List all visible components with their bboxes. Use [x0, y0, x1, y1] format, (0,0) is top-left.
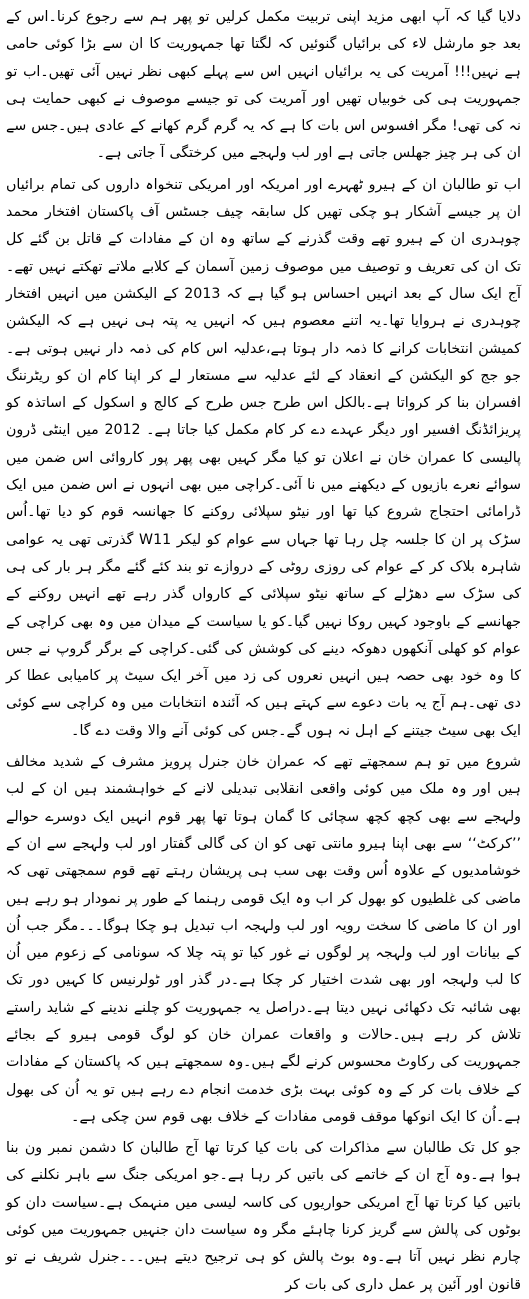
- article-paragraph-3: شروع میں تو ہم سمجھتے تھے کہ عمران خان جنرل پرویز مشرف کے شدید مخالف ہیں اور وہ ملک میں کوئی واقعی انقلابی تبدیلی لانے کے خواہشمند ہیں ان کے لب ولہجے سے بھی کچھ کچھ سچائی کا گمان ہوتا تھا پھر قوم انہیں ایک دوسرے حوالے ’’کرکٹ‘‘ سے بھی اپنا ہیرو مانتی تھی کو ان کی گالی گفتار اور لب ولہجے سے ان کے خوشامدیوں کے علاوہ اُس وقت بھی سب ہی پریشان رہتے تھے قوم سمجھتی تھی کہ ماضی کی غلطیوں کو بھول کر اب وہ ایک قومی رہنما کے طور پر نمودار ہو رہے ہیں اور ان کا ماضی کا سخت رویہ اور لب ولہجہ اب تبدیل ہو چکا ہوگا۔۔۔مگر جب اُن کے بیانات اور لب ولہجہ پر لوگوں نے غور کیا تو پتہ چلا کہ سونامی کے زعوم میں اُن کا لب ولہجہ اور بھی شدت اختیار کر چکا ہے۔در گذر اور ٹولرنیس کا کہیں دور تک بھی شائبہ تک دکھائی نہیں دیتا ہے۔دراصل یہ جمہوریت کو چلنے ندینے کے شاید راستے تلاش کر رہے ہیں۔حالات و واقعات عمران خان کو لوگ قومی ہیرو کے بجائے جمہوریت کی رکاوٹ محسوس کرنے لگے ہیں۔وہ سمجھتے ہیں کہ پاکستان کے مفادات کے خلاف بات کر کے وہ کوئی بہت بڑی خدمت انجام دے رہے ہیں تو یہ اُن کی بھول ہے۔اُن کا ایک انوکھا موقف قومی مفادات کے خلاف بھی قوم سن چکی ہے۔: [6, 754, 521, 1125]
- article-paragraph-4: جو کل تک طالبان سے مذاکرات کی بات کیا کرتا تھا آج طالبان کا دشمن نمبر ون بنا ہوا ہے۔وہ آج ان کے خاتمے کی باتیں کر رہا ہے۔جو امریکی جنگ سے باہر نکلنے کی باتیں کیا کرتا تھا آج امریکی حواریوں کی کاسہ لیسی میں منہمک ہے۔سیاست دان کو بوٹوں کی پالش سے گریز کرنا چاہئے مگر وہ سیاست دان جنہیں جمہوریت میں کوئی چارم نظر نہیں آتا ہے۔وہ بوٹ پالش کو ہی ترجیح دیتے ہیں۔۔۔جنرل شریف نے تو قانون اور آئین پر عمل داری کی بات کر: [6, 1140, 521, 1293]
- article-paragraph-1: دلایا گیا کہ آپ ابھی مزید اپنی تربیت مکمل کرلیں تو پھر ہم سے رجوع کرنا۔اس کے بعد جو مارشل لاء کی برائیاں گنوئیں کہ لگتا تھا جمہوریت کا ان سے بڑا کوئی حامی ہے نہیں!!! آمریت کی یہ برائیاں انہیں اس سے پہلے کبھی نظر نہیں آئی تھیں۔اب تو جمہوریت ہی کی خوبیاں تھیں اور آمریت کی تو جیسے موصوف نے کبھی حمایت ہی نہ کی تھی! مگر افسوس اس بات کا ہے کہ یہ گرم گرم کھانے کے عادی ہیں۔جس سے ان کی ہر چیز جھلس جاتی ہے اور لب ولہجے میں کرختگی آ جاتی ہے۔: [6, 9, 521, 162]
- article-paragraph-2: اب تو طالبان ان کے ہیرو ٹھہرے اور امریکہ اور امریکی تنخواہ داروں کی تمام برائیاں ان پر جیسے آشکار ہو چکی تھیں کل سابقہ چیف جسٹس آف پاکستان افتخار محمد چوہدری ان کے ہیرو تھے وقت گذرنے کے ساتھ وہ ان کے مفادات کے قاتل بن گئے کل تک ان کی تعریف و توصیف میں موصوف زمین آسمان کے کلابے ملاتے تھکتے نہیں تھے۔آج ایک سال کے بعد انہیں احساس ہو گیا ہے کہ 2013 کے الیکشن میں انہیں افتخار چوہدری نے ہروایا تھا۔یہ اتنے معصوم ہیں کہ انہیں یہ پتہ ہی نہیں ہے کہ الیکشن کمیشن انتخابات کرانے کا ذمہ دار ہوتا ہے،عدلیہ اس کام کی ذمہ دار نہیں ہوتی ہے۔ جو جج کو الیکشن کے انعقاد کے لئے عدلیہ سے مستعار لے کر اپنا کام ان کو ریٹرننگ افسران بنا کر کرواتا ہے۔بالکل اس طرح جس طرح کے کالج و اسکول کے اساتذہ کو پریزائڈنگ افسیر اور دیگر عہدے دے کر کام مکمل کیا جاتا ہے۔ 2012 میں اینٹی ڈرون پالیسی کا عمران خان نے اعلان تو کیا مگر کہیں بھی پھر پور کاروائی اس ضمن میں سوائے نعرے بازیوں کے دیکھنے میں نا آئی۔کراچی میں بھی انہوں نے اس ضمن میں ایک ڈرامائی احتجاج شروع کیا تھا اور نیٹو سپلائی روکنے کا جھانسہ قوم کو دیا تھا۔اُس سڑک پر ان کا جلسہ چل رہا تھا جہاں سے عوام کو لیکر W11 گذرتی تھی یہ عوامی شاہرہ بلاک کر کے عوام کی روزی روٹی کے دروازے تو بند کئے گئے مگر ہر بار کی ہی کی سڑک سے دھڑلے کے ساتھ نیٹو سپلائی کے کارواں گذر رہے تھے انہیں روکنے کے جھانسے کے باوجود کہیں روکا نہیں گیا۔کو یا سیاست کے میدان میں وہ بھی کراچی کے عوام کو کھلی آنکھوں دھوکہ دینے کی کوشش کی گئی۔کراچی کے برگر گروپ نے جس کا وہ خود بھی حصہ ہیں انہیں نعروں کی زد میں آخر ایک سیٹ پر کامیابی عطا کر دی تھی۔ہم آج یہ بات دعوے سے کہتے ہیں کہ آئندہ انتخابات میں وہ کراچی سے کوئی ایک بھی سیٹ جیتنے کے اہل نہ ہوں گے۔جس کی کوئی آنے والا وقت دے گا۔: [6, 176, 521, 739]
